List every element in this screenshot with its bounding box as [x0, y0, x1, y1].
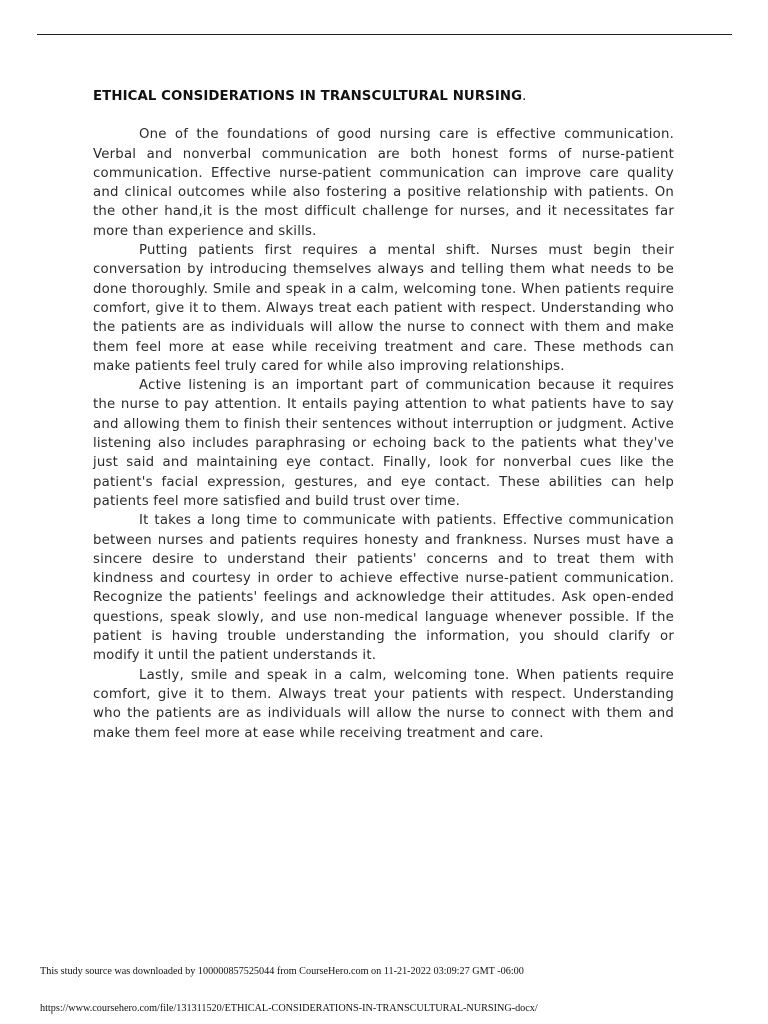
document-title-text: ETHICAL CONSIDERATIONS IN TRANSCULTURAL NURSING	[93, 89, 523, 104]
paragraph-patients-first: Putting patients first requires a mental shift. Nurses must begin their conversation by introducing themselves always and telling them what needs to be done thoroughly. Smile and speak in a calm, welcoming tone. When patients require comfort, give it to them. Always treat each patient with respect. Understanding who the patients are as individuals will allow the nurse to connect with them and make them feel more at ease while receiving treatment and care. These methods can make patients feel truly cared for while also improving relationships.	[93, 243, 674, 374]
paragraph-active-listening: Active listening is an important part of communication because it requires the nurse to pay attention. It entails paying attention to what patients have to say and allowing them to finish their sentences without interruption or judgment. Active listening also includes paraphrasing or echoing back to the patients what they've just said and maintaining eye contact. Finally, look for nonverbal cues like the patient's facial expression, gestures, and eye contact. These abilities can help patients feel more satisfied and build trust over time.	[93, 378, 674, 509]
document-title-period: .	[522, 89, 527, 104]
footer-url-link[interactable]: https://www.coursehero.com/file/131311520/ETHICAL-CONSIDERATIONS-IN-TRANSCULTURAL-NURSING-docx/	[40, 1003, 538, 1014]
footer-source-note: This study source was downloaded by 100000857525044 from CourseHero.com on 11-21-2022 03:09:27 GMT -06:00	[40, 966, 524, 977]
document-body	[93, 87, 674, 743]
document-title	[93, 87, 674, 106]
document-paragraphs	[93, 125, 674, 743]
paragraph-conclusion: Lastly, smile and speak in a calm, welcoming tone. When patients require comfort, give it to them. Always treat your patients with respect. Understanding who the patients are as individuals will allow the nurse to connect with them and make them feel more at ease while receiving treatment and care.	[93, 667, 674, 741]
header-rule	[37, 34, 732, 35]
paragraph-honesty-frankness: It takes a long time to communicate with patients. Effective communication between nurses and patients requires honesty and frankness. Nurses must have a sincere desire to understand their patients' concerns and to treat them with kindness and courtesy in order to achieve effective nurse-patient communication. Recognize the patients' feelings and acknowledge their attitudes. Ask open-ended questions, speak slowly, and use non-medical language whenever possible. If the patient is having trouble understanding the information, you should clarify or modify it until the patient understands it.	[93, 513, 674, 664]
paragraph-communication-foundations: One of the foundations of good nursing care is effective communication. Verbal and nonverbal communication are both honest forms of nurse-patient communication. Effective nurse-patient communication can improve care quality and clinical outcomes while also fostering a positive relationship with patients. On the other hand,it is the most difficult challenge for nurses, and it necessitates far more than experience and skills.	[93, 127, 674, 239]
